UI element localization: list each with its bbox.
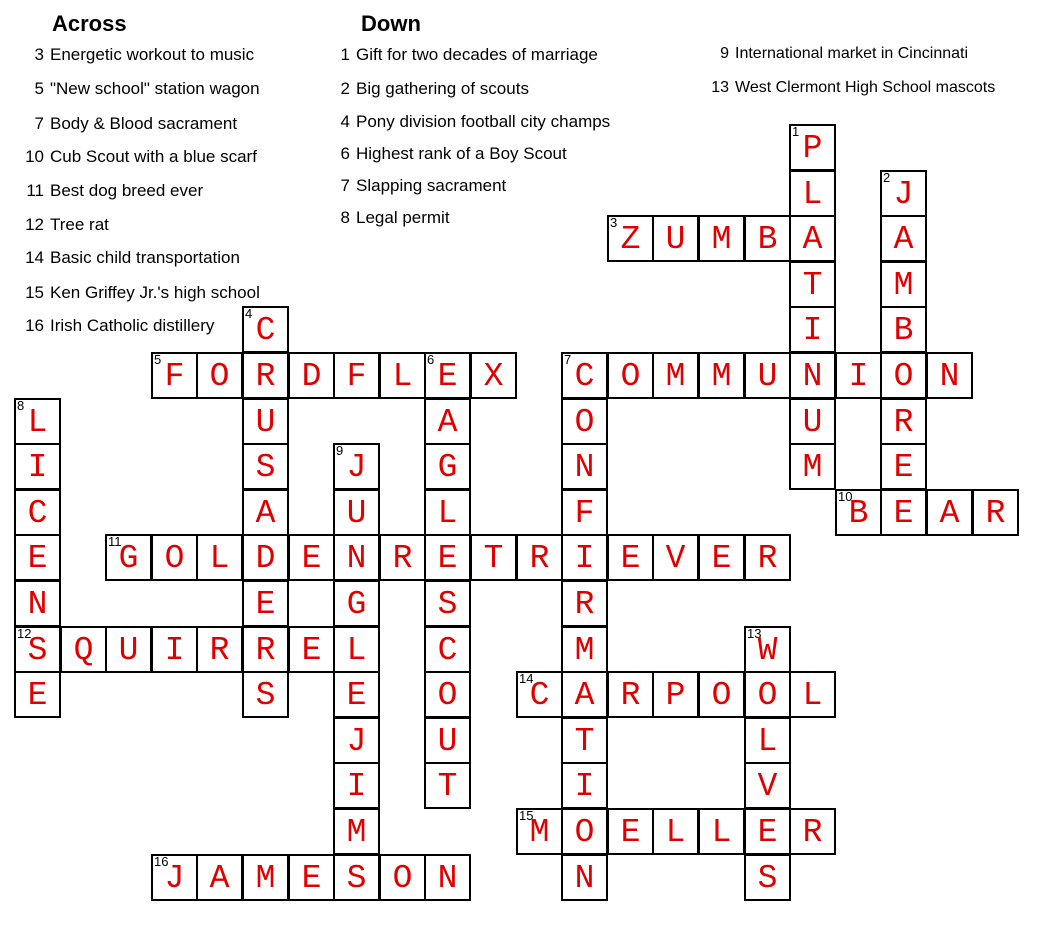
answer-letter: G [118, 540, 139, 577]
answer-letter: M [802, 449, 823, 486]
answer-letter: I [574, 768, 595, 805]
crossword-cell[interactable] [561, 352, 608, 399]
crossword-cell[interactable] [424, 398, 471, 445]
crossword-cell[interactable] [14, 398, 61, 445]
answer-letter: C [574, 358, 595, 395]
crossword-cell[interactable] [561, 580, 608, 627]
crossword-cell[interactable] [333, 762, 380, 809]
crossword-cell[interactable] [379, 854, 426, 901]
crossword-cell[interactable] [652, 808, 699, 855]
answer-letter: E [255, 586, 276, 623]
crossword-cell[interactable] [424, 854, 471, 901]
clue-down-2: 2 Big gathering of scouts [340, 79, 529, 98]
crossword-cell[interactable] [880, 306, 927, 353]
crossword-cell[interactable] [242, 671, 289, 718]
crossword-cell[interactable] [607, 671, 654, 718]
answer-letter: O [574, 404, 595, 441]
crossword-cell[interactable] [698, 808, 745, 855]
answer-letter: I [848, 358, 869, 395]
crossword-cell[interactable] [561, 443, 608, 490]
crossword-cell[interactable] [242, 306, 289, 353]
crossword-cell[interactable] [789, 306, 836, 353]
crossword-cell[interactable] [333, 717, 380, 764]
answer-letter: C [437, 632, 458, 669]
answer-letter: U [346, 495, 367, 532]
answer-letter: L [392, 358, 413, 395]
clue-number: 4 [245, 306, 253, 321]
crossword-cell[interactable] [516, 534, 563, 581]
clue-number: 13 [747, 626, 762, 641]
answer-letter: E [301, 860, 322, 897]
crossword-cell[interactable] [789, 261, 836, 308]
crossword-cell[interactable] [880, 398, 927, 445]
crossword-cell[interactable] [652, 215, 699, 262]
clue-down-8: 8 Legal permit [340, 208, 450, 227]
crossword-cell[interactable] [880, 215, 927, 262]
answer-letter: O [437, 677, 458, 714]
answer-letter: G [437, 449, 458, 486]
answer-letter: A [209, 860, 230, 897]
clue-number: 7 [564, 352, 572, 367]
answer-letter: M [346, 814, 367, 851]
crossword-cell[interactable] [424, 443, 471, 490]
crossword-cell[interactable] [561, 808, 608, 855]
crossword-cell[interactable] [424, 626, 471, 673]
crossword-cell[interactable] [333, 580, 380, 627]
crossword-cell[interactable] [744, 671, 791, 718]
clue-number: 16 [154, 854, 169, 869]
crossword-cell[interactable] [333, 352, 380, 399]
answer-letter: D [255, 540, 276, 577]
answer-letter: E [27, 540, 48, 577]
answer-letter: A [893, 221, 914, 258]
crossword-cell[interactable] [744, 534, 791, 581]
crossword-cell[interactable] [789, 124, 836, 171]
crossword-cell[interactable] [561, 534, 608, 581]
crossword-cell[interactable] [561, 717, 608, 764]
answer-letter: E [893, 495, 914, 532]
answer-letter: N [574, 860, 595, 897]
crossword-cell[interactable] [561, 671, 608, 718]
answer-letter: L [711, 814, 732, 851]
clue-number: 5 [154, 352, 162, 367]
answer-letter: B [893, 312, 914, 349]
answer-letter: I [574, 540, 595, 577]
crossword-cell[interactable] [470, 534, 517, 581]
answer-letter: U [802, 404, 823, 441]
clue-down-13: 13 West Clermont High School mascots [711, 79, 996, 96]
crossword-cell[interactable] [333, 443, 380, 490]
answer-letter: N [574, 449, 595, 486]
answer-letter: P [802, 130, 823, 167]
crossword-cell[interactable] [333, 489, 380, 536]
answer-letter: R [209, 632, 230, 669]
answer-letter: E [346, 677, 367, 714]
answer-letter: M [255, 860, 276, 897]
crossword-cell[interactable] [14, 443, 61, 490]
answer-letter: U [255, 404, 276, 441]
clue-across-5: 5 "New school" station wagon [34, 79, 260, 98]
crossword-cell[interactable] [835, 352, 882, 399]
crossword-cell[interactable] [196, 626, 243, 673]
answer-letter: L [802, 176, 823, 213]
clue-down-7: 7 Slapping sacrament [340, 176, 507, 195]
answer-letter: M [711, 358, 732, 395]
crossword-cell[interactable] [196, 352, 243, 399]
crossword-cell[interactable] [242, 534, 289, 581]
answer-letter: N [802, 358, 823, 395]
answer-letter: R [255, 358, 276, 395]
crossword-cell[interactable] [789, 443, 836, 490]
answer-letter: J [893, 176, 914, 213]
crossword-cell[interactable] [14, 626, 61, 673]
answer-letter: B [848, 495, 869, 532]
crossword-cell[interactable] [333, 808, 380, 855]
crossword-cell[interactable] [698, 352, 745, 399]
crossword-cell[interactable] [698, 534, 745, 581]
crossword-cell[interactable] [424, 580, 471, 627]
answer-letter: A [574, 677, 595, 714]
answer-letter: E [711, 540, 732, 577]
crossword-cell[interactable] [288, 854, 335, 901]
crossword-cell[interactable] [744, 808, 791, 855]
answer-letter: T [483, 540, 504, 577]
answer-letter: N [437, 860, 458, 897]
answer-letter: R [802, 814, 823, 851]
answer-letter: U [757, 358, 778, 395]
clue-number: 14 [519, 671, 534, 686]
crossword-cell[interactable] [561, 626, 608, 673]
crossword-cell[interactable] [242, 626, 289, 673]
crossword-cell[interactable] [789, 170, 836, 217]
answer-letter: C [255, 312, 276, 349]
crossword-cell[interactable] [151, 854, 198, 901]
answer-letter: B [757, 221, 778, 258]
crossword-cell[interactable] [789, 398, 836, 445]
crossword-cell[interactable] [14, 534, 61, 581]
crossword-cell[interactable] [926, 489, 973, 536]
crossword-cell[interactable] [880, 489, 927, 536]
answer-letter: R [255, 632, 276, 669]
answer-letter: A [437, 404, 458, 441]
clue-across-3: 3 Energetic workout to music [34, 45, 255, 64]
crossword-cell[interactable] [607, 352, 654, 399]
answer-letter: E [893, 449, 914, 486]
crossword-cell[interactable] [607, 534, 654, 581]
crossword-cell[interactable] [14, 580, 61, 627]
crossword-cell[interactable] [789, 808, 836, 855]
crossword-cell[interactable] [516, 671, 563, 718]
clue-number: 15 [519, 808, 534, 823]
answer-letter: T [437, 768, 458, 805]
answer-letter: E [437, 540, 458, 577]
clue-across-10: 10 Cub Scout with a blue scarf [25, 147, 257, 166]
across-header: Across [52, 11, 127, 36]
answer-letter: L [27, 404, 48, 441]
answer-letter: L [757, 723, 778, 760]
crossword-cell[interactable] [288, 534, 335, 581]
crossword-cell[interactable] [698, 671, 745, 718]
crossword-cell[interactable] [561, 489, 608, 536]
answer-letter: Q [73, 632, 94, 669]
answer-letter: S [255, 449, 276, 486]
answer-letter: G [346, 586, 367, 623]
crossword-cell[interactable] [972, 489, 1019, 536]
answer-letter: O [620, 358, 641, 395]
crossword-cell[interactable] [60, 626, 107, 673]
clue-down-1: 1 Gift for two decades of marriage [340, 45, 598, 64]
answer-letter: X [483, 358, 504, 395]
crossword-cell[interactable] [105, 626, 152, 673]
answer-letter: M [665, 358, 686, 395]
crossword-cell[interactable] [744, 717, 791, 764]
answer-letter: A [802, 221, 823, 258]
answer-letter: V [757, 768, 778, 805]
crossword-cell[interactable] [288, 626, 335, 673]
crossword-cell[interactable] [379, 534, 426, 581]
clue-across-12: 12 Tree rat [25, 215, 109, 234]
crossword-cell[interactable] [561, 398, 608, 445]
answer-letter: T [802, 267, 823, 304]
answer-letter: E [757, 814, 778, 851]
answer-letter: E [437, 358, 458, 395]
crossword-cell[interactable] [242, 352, 289, 399]
answer-letter: E [27, 677, 48, 714]
answer-letter: W [757, 632, 778, 669]
clue-number: 1 [792, 124, 800, 139]
answer-letter: L [665, 814, 686, 851]
crossword-cell[interactable] [333, 534, 380, 581]
answer-letter: T [574, 723, 595, 760]
clue-number: 9 [336, 443, 344, 458]
crossword-cell[interactable] [14, 489, 61, 536]
crossword-cell[interactable] [880, 170, 927, 217]
answer-letter: R [574, 586, 595, 623]
answer-letter: J [346, 723, 367, 760]
down-header: Down [361, 11, 421, 36]
answer-letter: A [939, 495, 960, 532]
answer-letter: R [985, 495, 1006, 532]
answer-letter: U [118, 632, 139, 669]
crossword-cell[interactable] [698, 215, 745, 262]
crossword-cell[interactable] [379, 352, 426, 399]
answer-letter: J [164, 860, 185, 897]
clue-across-16: 16 Irish Catholic distillery [25, 316, 215, 335]
crossword-cell[interactable] [516, 808, 563, 855]
answer-letter: P [665, 677, 686, 714]
crossword-cell[interactable] [926, 352, 973, 399]
answer-letter: F [574, 495, 595, 532]
crossword-cell[interactable] [789, 352, 836, 399]
answer-letter: L [346, 632, 367, 669]
answer-letter: L [437, 495, 458, 532]
crossword-cell[interactable] [424, 671, 471, 718]
crossword-cell[interactable] [880, 352, 927, 399]
answer-letter: I [346, 768, 367, 805]
answer-letter: V [665, 540, 686, 577]
crossword-cell[interactable] [744, 762, 791, 809]
clue-across-11: 11 Best dog breed ever [26, 181, 204, 200]
crossword-cell[interactable] [242, 443, 289, 490]
answer-letter: M [529, 814, 550, 851]
answer-letter: A [255, 495, 276, 532]
answer-letter: R [757, 540, 778, 577]
crossword-cell[interactable] [424, 352, 471, 399]
answer-letter: S [437, 586, 458, 623]
crossword-cell[interactable] [333, 626, 380, 673]
answer-letter: F [346, 358, 367, 395]
crossword-cell[interactable] [424, 717, 471, 764]
clue-down-6: 6 Highest rank of a Boy Scout [340, 144, 567, 163]
answer-letter: D [301, 358, 322, 395]
answer-letter: O [893, 358, 914, 395]
crossword-cell[interactable] [424, 762, 471, 809]
answer-letter: Z [620, 221, 641, 258]
answer-letter: M [711, 221, 732, 258]
answer-letter: U [665, 221, 686, 258]
crossword-cell[interactable] [196, 854, 243, 901]
answer-letter: L [209, 540, 230, 577]
answer-letter: S [757, 860, 778, 897]
answer-letter: O [757, 677, 778, 714]
answer-letter: E [301, 540, 322, 577]
clue-number: 11 [108, 534, 122, 549]
clue-across-7: 7 Body & Blood sacrament [34, 114, 238, 133]
answer-letter: M [574, 632, 595, 669]
answer-letter: C [529, 677, 550, 714]
crossword-cell[interactable] [333, 854, 380, 901]
crossword-cell[interactable] [151, 352, 198, 399]
answer-letter: O [392, 860, 413, 897]
crossword-cell[interactable] [880, 443, 927, 490]
crossword-cell[interactable] [105, 534, 152, 581]
clue-number: 3 [610, 215, 618, 230]
answer-letter: N [27, 586, 48, 623]
crossword-cell[interactable] [151, 626, 198, 673]
answer-letter: J [346, 449, 367, 486]
answer-letter: R [893, 404, 914, 441]
crossword-cell[interactable] [744, 352, 791, 399]
clue-number: 12 [17, 626, 32, 641]
crossword-cell[interactable] [242, 854, 289, 901]
answer-letter: I [27, 449, 48, 486]
crossword-cell[interactable] [424, 534, 471, 581]
answer-letter: C [27, 495, 48, 532]
answer-letter: M [893, 267, 914, 304]
crossword-cell[interactable] [288, 352, 335, 399]
answer-letter: R [620, 677, 641, 714]
crossword-cell[interactable] [652, 534, 699, 581]
answer-letter: I [164, 632, 185, 669]
crossword-cell[interactable] [789, 215, 836, 262]
crossword-cell[interactable] [242, 398, 289, 445]
crossword-cell[interactable] [242, 580, 289, 627]
answer-letter: O [574, 814, 595, 851]
answer-letter: S [346, 860, 367, 897]
crossword-cell[interactable] [835, 489, 882, 536]
crossword-cell[interactable] [607, 808, 654, 855]
clue-down-9: 9 International market in Cincinnati [720, 45, 969, 62]
clue-down-4: 4 Pony division football city champs [340, 112, 611, 131]
answer-letter: E [301, 632, 322, 669]
clue-across-15: 15 Ken Griffey Jr.'s high school [25, 283, 260, 302]
answer-letter: E [620, 540, 641, 577]
clue-number: 10 [838, 489, 853, 504]
crossword-cell[interactable] [196, 534, 243, 581]
answer-letter: U [437, 723, 458, 760]
crossword-cell[interactable] [151, 534, 198, 581]
crossword-cell[interactable] [744, 626, 791, 673]
answer-letter: S [255, 677, 276, 714]
crossword-cell[interactable] [561, 854, 608, 901]
clue-across-14: 14 Basic child transportation [25, 248, 240, 267]
answer-letter: N [346, 540, 367, 577]
crossword-cell[interactable] [744, 215, 791, 262]
crossword-cell[interactable] [607, 215, 654, 262]
crossword-cell[interactable] [470, 352, 517, 399]
clue-number: 2 [883, 170, 891, 185]
answer-letter: S [27, 632, 48, 669]
crossword-cell[interactable] [652, 352, 699, 399]
answer-letter: E [620, 814, 641, 851]
clue-number: 8 [17, 398, 25, 413]
answer-letter: O [164, 540, 185, 577]
answer-letter: L [802, 677, 823, 714]
crossword-cell[interactable] [14, 671, 61, 718]
answer-letter: N [939, 358, 960, 395]
answer-letter: O [209, 358, 230, 395]
crossword-cell[interactable] [652, 671, 699, 718]
crossword-cell[interactable] [424, 489, 471, 536]
clue-number: 6 [427, 352, 435, 367]
answer-letter: R [392, 540, 413, 577]
answer-letter: I [802, 312, 823, 349]
crossword-cell[interactable] [242, 489, 289, 536]
answer-letter: O [711, 677, 732, 714]
crossword-cell[interactable] [744, 854, 791, 901]
crossword-cell[interactable] [333, 671, 380, 718]
crossword-cell[interactable] [561, 762, 608, 809]
answer-letter: R [529, 540, 550, 577]
crossword-cell[interactable] [789, 671, 836, 718]
answer-letter: F [164, 358, 185, 395]
crossword-cell[interactable] [880, 261, 927, 308]
